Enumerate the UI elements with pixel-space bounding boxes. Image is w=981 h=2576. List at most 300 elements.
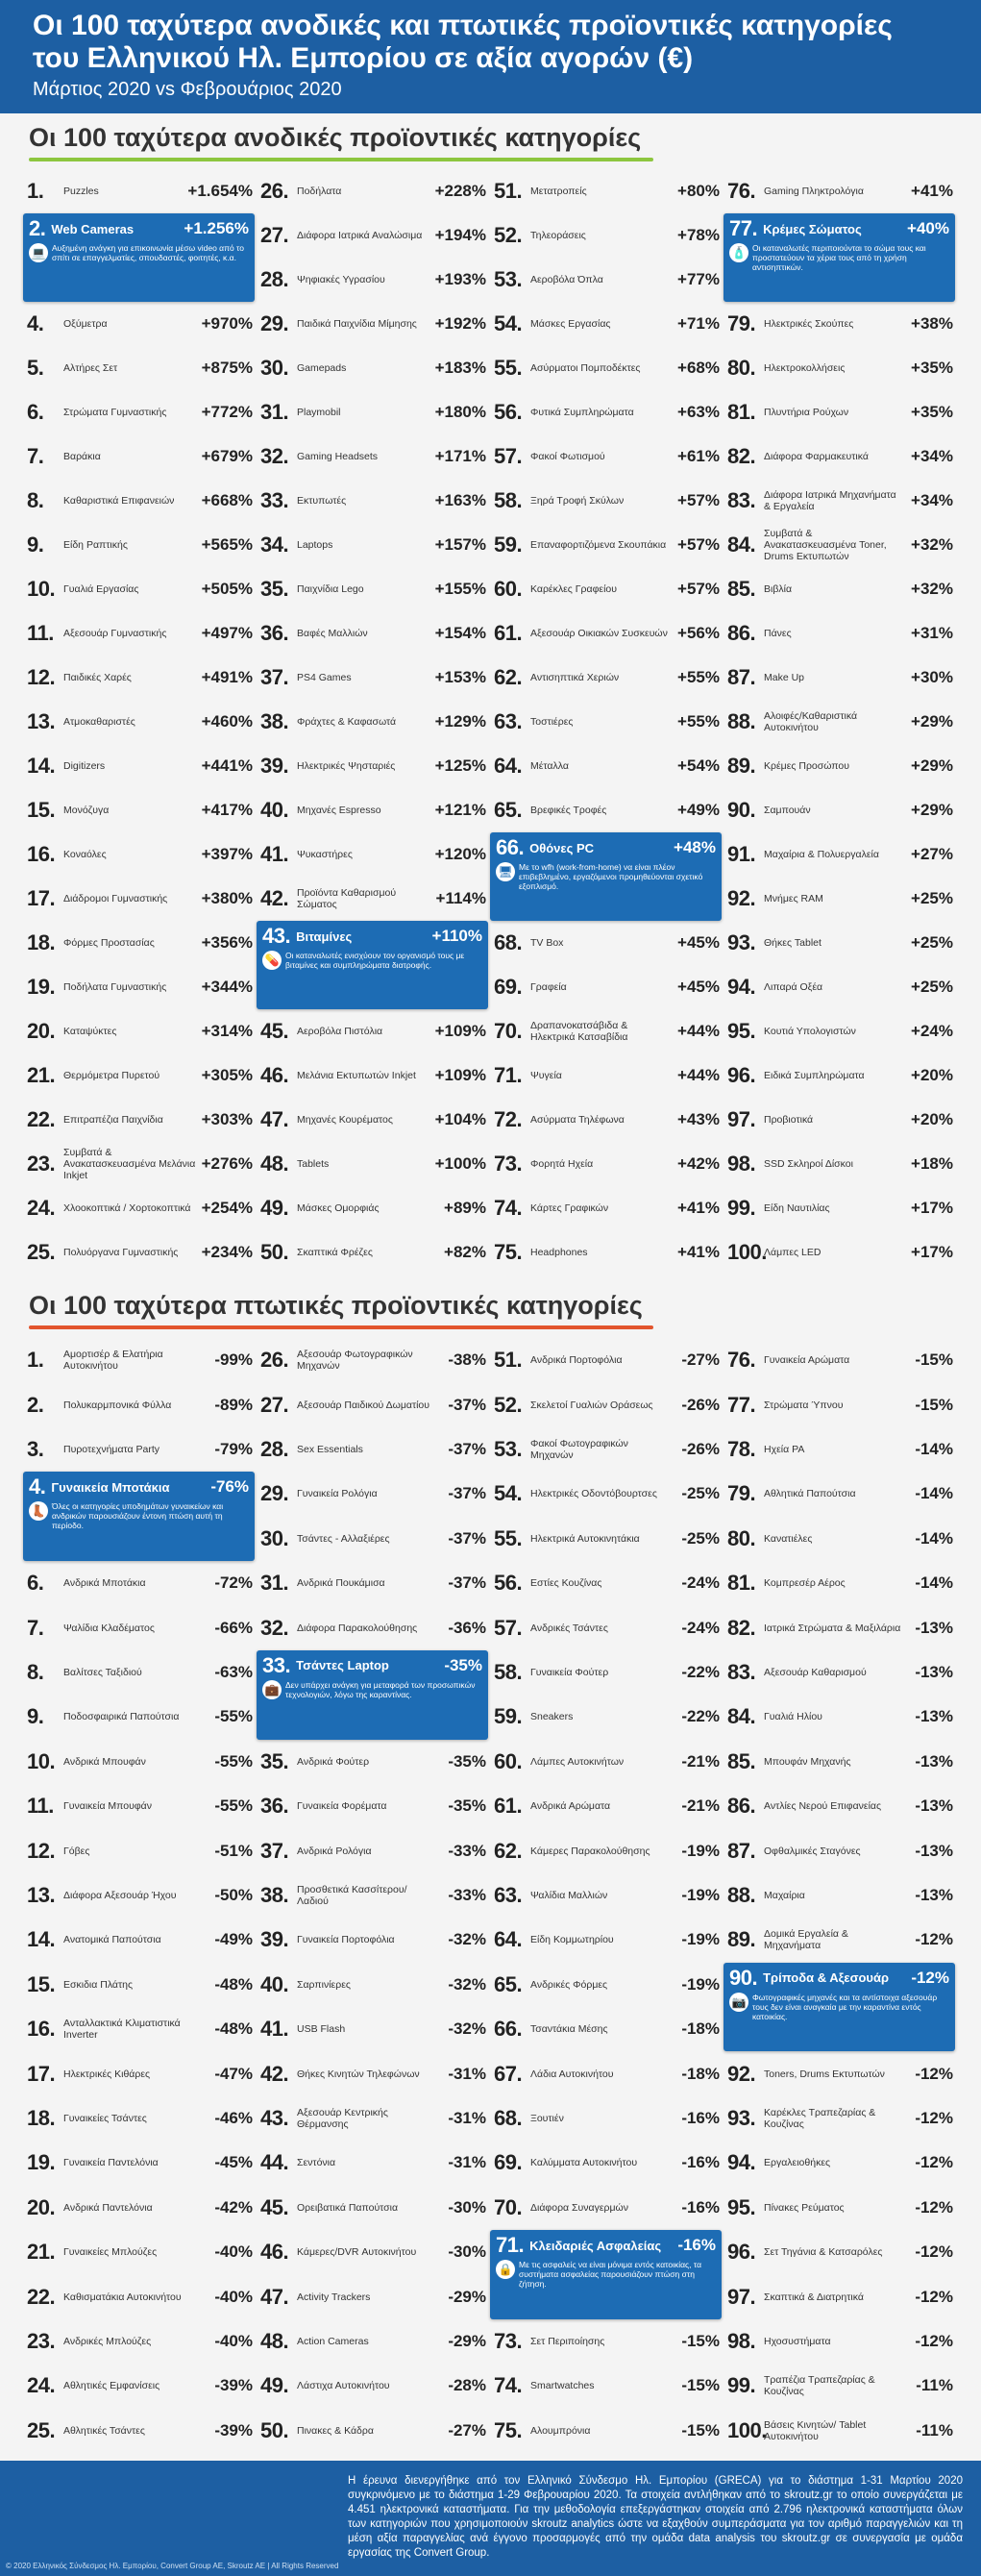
category-rank: 91. — [727, 842, 756, 866]
category-rank: 20. — [27, 2194, 56, 2219]
rising-category-item — [27, 1053, 260, 1098]
rising-title-underline — [29, 158, 653, 161]
category-change-value: -13% — [915, 1796, 953, 1816]
category-rank: 67. — [494, 2061, 523, 2086]
category-name: Μπουφάν Μηχανής — [764, 1755, 851, 1768]
category-change-value: -19% — [681, 1841, 720, 1860]
category-name: Ανδρικά Μποτάκια — [63, 1577, 146, 1590]
category-name: Τσάντες - Αλλαξιέρες — [297, 1532, 390, 1545]
category-rank: 8. — [27, 1659, 44, 1684]
category-rank: 37. — [260, 665, 289, 689]
category-rank: 33. — [260, 488, 289, 512]
category-name: Μηχανές Espresso — [297, 805, 381, 816]
category-rank: 6. — [27, 400, 44, 424]
category-rank: 12. — [27, 665, 56, 689]
falling-category-item — [494, 1828, 727, 1872]
category-change-value: -39% — [214, 2376, 253, 2395]
category-rank: 60. — [494, 577, 523, 601]
category-change-value: +24% — [911, 1022, 953, 1040]
category-name: Κάρτες Γραφικών — [530, 1202, 609, 1214]
rising-category-item — [494, 1098, 727, 1142]
category-change-value: -89% — [214, 1395, 253, 1414]
category-rank: 75. — [494, 2417, 523, 2442]
falling-category-item — [27, 1338, 260, 1382]
category-change-value: +29% — [911, 712, 953, 731]
category-rank: 11. — [27, 621, 54, 645]
category-change-value: +40% — [907, 219, 949, 237]
category-rank: 27. — [260, 223, 289, 247]
category-name: Εκτυπωτές — [297, 495, 347, 507]
category-change-value: +157% — [434, 535, 486, 554]
rising-category-item — [260, 302, 494, 346]
category-change-value: -13% — [915, 1662, 953, 1681]
category-change-value: +61% — [677, 447, 720, 465]
category-icon: 💼 — [262, 1680, 282, 1699]
falling-category-item — [260, 2186, 494, 2230]
category-name: PS4 Games — [297, 672, 352, 683]
category-name: Τρίποδα & Αξεσουάρ — [763, 1970, 890, 1986]
rising-category-item — [727, 700, 961, 744]
category-change-value: +27% — [911, 845, 953, 863]
category-name: Λάστιχα Αυτοκινήτου — [297, 2380, 390, 2392]
highlight-header — [496, 2233, 716, 2258]
rising-category-item — [494, 567, 727, 611]
category-rank: 60. — [494, 1748, 523, 1773]
category-change-value: -50% — [214, 1885, 253, 1904]
category-change-value: +129% — [434, 712, 486, 731]
category-change-value: -37% — [448, 1439, 486, 1458]
category-rank: 50. — [260, 1240, 289, 1264]
category-name: Φακοί Φωτισμού — [530, 451, 605, 462]
category-change-value: +55% — [677, 668, 720, 686]
category-rank: 15. — [27, 1971, 56, 1996]
category-change-value: +356% — [201, 933, 253, 952]
category-rank: 80. — [727, 356, 756, 380]
category-name: Εστίες Κουζίνας — [530, 1577, 602, 1590]
category-name: Γυναικεία Ρολόγια — [297, 1488, 378, 1500]
rising-category-item — [27, 1098, 260, 1142]
rising-category-item — [727, 965, 961, 1009]
rising-category-item — [727, 1098, 961, 1142]
category-rank: 49. — [260, 2373, 289, 2398]
category-name: Σκαπτικά & Διατρητικά — [764, 2291, 864, 2303]
highlight-header — [729, 1966, 949, 1991]
category-rank: 63. — [494, 709, 523, 733]
category-name: Αεροβόλα Όπλα — [530, 274, 603, 285]
category-change-value: -63% — [214, 1662, 253, 1681]
category-rank: 33. — [262, 1652, 291, 1677]
category-change-value: -48% — [214, 2019, 253, 2039]
rising-category-item — [27, 611, 260, 656]
rising-category-item — [494, 1186, 727, 1230]
falling-category-item — [260, 1828, 494, 1872]
category-name: Gamepads — [297, 362, 347, 374]
category-change-value: +417% — [201, 801, 253, 819]
category-change-value: -76% — [210, 1477, 249, 1497]
highlight-header — [262, 924, 482, 949]
category-change-value: -25% — [681, 1484, 720, 1503]
rising-category-item — [27, 1142, 260, 1186]
category-change-value: +48% — [674, 838, 716, 856]
header-banner — [0, 0, 981, 113]
category-name: Γυαλιά Ηλίου — [764, 1711, 822, 1723]
category-name: Αντισηπτικά Χεριών — [530, 672, 620, 683]
category-rank: 68. — [494, 2105, 523, 2130]
category-change-value: -30% — [448, 2242, 486, 2262]
category-rank: 38. — [260, 1882, 289, 1907]
rising-category-item — [260, 877, 494, 921]
category-name: Sex Essentials — [297, 1443, 363, 1455]
highlight-description — [262, 951, 482, 970]
category-name: Καρέκλες Γραφείου — [530, 583, 617, 595]
falling-category-item — [494, 2007, 727, 2051]
falling-category-item — [27, 2230, 260, 2274]
rising-category-item — [494, 965, 727, 1009]
falling-category-item — [260, 1427, 494, 1472]
category-name: Γυναικεία Φορέματα — [297, 1800, 387, 1813]
category-change-value: -30% — [448, 2197, 486, 2217]
category-rank: 72. — [494, 1107, 523, 1131]
category-change-value: +32% — [911, 580, 953, 598]
rising-category-item — [260, 567, 494, 611]
category-name: Βαλίτσες Ταξιδιού — [63, 1666, 142, 1678]
highlight-header — [29, 216, 249, 241]
category-name: Ανδρικά Παντελόνια — [63, 2201, 153, 2214]
category-change-value: +1.256% — [184, 219, 249, 237]
highlight-description — [29, 1501, 249, 1530]
falling-category-item — [27, 1963, 260, 2007]
category-change-value: +344% — [201, 978, 253, 996]
category-change-value: -36% — [448, 1618, 486, 1637]
rising-category-item — [260, 832, 494, 877]
category-change-value: -12% — [915, 2331, 953, 2350]
category-rank: 56. — [494, 400, 523, 424]
category-name: Κρέμες Προσώπου — [764, 760, 849, 772]
category-change-value: +31% — [911, 624, 953, 642]
category-change-value: -37% — [448, 1484, 486, 1503]
category-name: Συμβατά & Ανακατασκευασμένα Toner, Drums Εκτυπωτών — [764, 528, 887, 562]
rising-category-item — [494, 611, 727, 656]
falling-category-item — [723, 1963, 955, 2052]
category-rank: 81. — [727, 1571, 756, 1596]
rising-category-item — [27, 1009, 260, 1053]
category-change-value: -29% — [448, 2331, 486, 2350]
category-name: Μηχανές Κουρέματος — [297, 1114, 393, 1126]
falling-category-item — [494, 1427, 727, 1472]
category-rank: 18. — [27, 930, 56, 954]
footer-methodology-text: Η έρευνα διενεργήθηκε από τον Ελληνικό Σύνδεσμο Ηλ. Εμπορίου (GRECA) για το διάστημα 1-31 Μαρτίου 2020 συγκρινόμενο με το διάστημα 1-29 Φεβρουαρίου 2020. Τα στοιχεία αντλήθηκαν από το skroutz.gr το οποίο συνεργάζεται με 4.451 ηλεκτρονικά καταστήματα. Για την μεθοδολογία επεξεργάστηκαν στοιχεία από 2.796 ηλεκτρονικά καταστήματα όλων των κατηγοριών που χρησιμοποιούν skroutz analytics ώστε να εξαχθούν συμπεράσματα για τον αριθμό παραγγελιών και τη μέση αξία παραγγελίας ανά έγγονο προσαρμογές από την ομάδα data analysis του skroutz.gr σε συνεργασία με ομάδα εργασίας της Convert Group. — [348, 2475, 963, 2559]
category-rank: 27. — [260, 1392, 289, 1417]
rising-category-item — [260, 1098, 494, 1142]
category-change-value: +154% — [434, 624, 486, 642]
falling-category-item — [27, 2274, 260, 2318]
category-change-value: +35% — [911, 359, 953, 377]
rising-category-item — [27, 1186, 260, 1230]
category-rank: 3. — [27, 1436, 44, 1461]
falling-category-item — [494, 1561, 727, 1605]
rising-category-item — [27, 169, 260, 213]
category-change-value: -38% — [448, 1350, 486, 1370]
rising-category-item — [260, 213, 494, 258]
category-change-value: -27% — [448, 2420, 486, 2440]
category-rank: 28. — [260, 267, 289, 291]
falling-category-item — [727, 1650, 961, 1695]
falling-category-item — [260, 1338, 494, 1382]
falling-category-item — [727, 2051, 961, 2095]
category-name: Ψηφιακές Υγρασίου — [297, 274, 385, 285]
category-change-value: -32% — [448, 1930, 486, 1949]
falling-category-item — [27, 1828, 260, 1872]
category-change-value: +77% — [677, 270, 720, 288]
category-name: Βαφές Μαλλιών — [297, 628, 368, 639]
rising-category-item — [494, 1230, 727, 1275]
category-change-value: +153% — [434, 668, 486, 686]
category-rank: 68. — [494, 930, 523, 954]
category-change-value: -14% — [915, 1573, 953, 1593]
category-rank: 71. — [496, 2233, 525, 2257]
category-rank: 42. — [260, 886, 289, 910]
category-rank: 74. — [494, 2373, 523, 2398]
category-rank: 22. — [27, 2284, 56, 2309]
category-change-value: -19% — [681, 1885, 720, 1904]
category-change-value: -55% — [214, 1707, 253, 1726]
category-change-value: -40% — [214, 2331, 253, 2350]
category-change-value: +63% — [677, 403, 720, 421]
category-rank: 94. — [727, 2150, 756, 2175]
category-icon: 👢 — [29, 1501, 48, 1521]
category-rank: 14. — [27, 1927, 56, 1952]
category-rank: 96. — [727, 2240, 756, 2265]
category-name: Ανδρικά Πορτοφόλια — [530, 1354, 623, 1367]
category-name: Puzzles — [63, 186, 99, 197]
category-name: Θερμόμετρα Πυρετού — [63, 1070, 160, 1081]
category-rank: 29. — [260, 311, 289, 335]
category-name: Κρέμες Σώματος — [763, 221, 862, 236]
falling-category-item — [260, 2319, 494, 2364]
category-name: Μαχαίρια — [764, 1889, 805, 1901]
category-name: Ανδρικά Ρολόγια — [297, 1845, 372, 1857]
category-change-value: +20% — [911, 1110, 953, 1128]
falling-category-item — [27, 2007, 260, 2051]
category-name: Διάφορα Αξεσουάρ Ήχου — [63, 1889, 177, 1901]
falling-category-item — [494, 2364, 727, 2408]
rising-category-item — [494, 390, 727, 434]
category-name: Γυναικείες Μπλούζες — [63, 2246, 158, 2259]
category-name: Συμβατά & Ανακατασκευασμένα Μελάνια Inkjet — [63, 1147, 196, 1181]
category-name: Τοστιέρες — [530, 716, 574, 728]
category-change-value: -12% — [915, 2287, 953, 2306]
highlight-note: Όλες οι κατηγορίες υποδημάτων γυναικείων και ανδρικών παρουσιάζουν έντονη πτώση αυτή τη περίοδο. — [52, 1501, 224, 1531]
falling-category-item — [494, 1918, 727, 1962]
category-change-value: -13% — [915, 1751, 953, 1771]
category-name: SSD Σκληροί Δίσκοι — [764, 1158, 853, 1170]
falling-category-item — [494, 1740, 727, 1784]
category-change-value: -27% — [681, 1350, 720, 1370]
category-rank: 76. — [727, 1348, 756, 1373]
category-change-value: +397% — [201, 845, 253, 863]
category-rank: 58. — [494, 1659, 523, 1684]
category-rank: 30. — [260, 356, 289, 380]
category-name: Make Up — [764, 672, 805, 683]
category-rank: 44. — [260, 2150, 289, 2175]
falling-category-item — [27, 1427, 260, 1472]
category-name: Δραπανοκατσάβιδα & Ηλεκτρικά Κατσαβίδια — [530, 1020, 628, 1043]
falling-category-item — [260, 2096, 494, 2141]
category-change-value: -15% — [915, 1350, 953, 1370]
category-rank: 2. — [27, 1392, 44, 1417]
rising-category-item — [260, 390, 494, 434]
falling-category-item — [27, 2096, 260, 2141]
category-rank: 11. — [27, 1794, 54, 1819]
category-rank: 43. — [260, 2105, 289, 2130]
category-rank: 23. — [27, 1152, 56, 1176]
falling-category-item — [260, 1963, 494, 2007]
rising-category-item — [27, 479, 260, 523]
category-rank: 35. — [260, 577, 289, 601]
category-rank: 19. — [27, 2150, 56, 2175]
category-rank: 34. — [260, 533, 289, 557]
falling-category-item — [727, 1828, 961, 1872]
category-rank: 45. — [260, 1019, 289, 1043]
falling-category-item — [494, 2051, 727, 2095]
rising-category-item — [727, 1230, 961, 1275]
category-name: Προϊόντα Καθαρισμού Σώματος — [297, 887, 397, 910]
category-change-value: -31% — [448, 2064, 486, 2083]
category-rank: 13. — [27, 709, 56, 733]
falling-category-item — [727, 2274, 961, 2318]
category-rank: 16. — [27, 2017, 56, 2042]
category-rank: 95. — [727, 1019, 756, 1043]
rising-category-item — [260, 744, 494, 788]
category-rank: 8. — [27, 488, 44, 512]
category-change-value: +18% — [911, 1154, 953, 1173]
category-rank: 66. — [494, 2017, 523, 2042]
category-name: Γυναικεία Παντελόνια — [63, 2157, 159, 2169]
category-name: Λάμπες Αυτοκινήτων — [530, 1755, 625, 1768]
highlight-header — [29, 1474, 249, 1499]
category-rank: 93. — [727, 2105, 756, 2130]
category-change-value: +193% — [434, 270, 486, 288]
category-name: Βιταμίνες — [296, 929, 353, 944]
category-change-value: +78% — [677, 226, 720, 244]
category-rank: 43. — [262, 924, 291, 948]
rising-category-item — [494, 744, 727, 788]
category-name: Κλειδαριές Ασφαλείας — [529, 2238, 662, 2253]
category-name: Μνήμες RAM — [764, 893, 823, 904]
category-rank: 24. — [27, 2373, 56, 2398]
category-name: Ορειβατικά Παπούτσια — [297, 2201, 399, 2214]
category-rank: 38. — [260, 709, 289, 733]
category-rank: 59. — [494, 1704, 523, 1729]
rising-category-item — [727, 169, 961, 213]
category-rank: 26. — [260, 1348, 289, 1373]
category-rank: 82. — [727, 444, 756, 468]
rising-category-item — [260, 700, 494, 744]
category-rank: 63. — [494, 1882, 523, 1907]
falling-category-item — [260, 1873, 494, 1918]
category-change-value: +1.654% — [187, 182, 253, 200]
category-rank: 100. — [727, 2417, 767, 2442]
category-rank: 85. — [727, 577, 756, 601]
category-rank: 41. — [260, 842, 289, 866]
category-name: Μάσκες Εργασίας — [530, 318, 611, 330]
category-name: Εργαλειοθήκες — [764, 2157, 831, 2169]
category-icon: 🧴 — [729, 243, 748, 262]
falling-category-item — [260, 1561, 494, 1605]
category-change-value: +380% — [201, 889, 253, 907]
category-change-value: -12% — [911, 1968, 949, 1987]
category-icon: 🔒 — [496, 2260, 515, 2279]
category-change-value: -15% — [681, 2331, 720, 2350]
category-change-value: -26% — [681, 1395, 720, 1414]
category-rank: 40. — [260, 798, 289, 822]
rising-category-item — [494, 302, 727, 346]
category-name: Χλοοκοπτικά / Χορτοκοπτικά — [63, 1202, 191, 1214]
highlight-description — [729, 243, 949, 272]
category-change-value: -21% — [681, 1796, 720, 1816]
category-change-value: +34% — [911, 491, 953, 509]
category-name: Αθλητικές Εμφανίσεις — [63, 2380, 160, 2392]
category-rank: 78. — [727, 1436, 756, 1461]
category-rank: 36. — [260, 621, 289, 645]
category-name: Ηλεκτρικά Αυτοκινητάκια — [530, 1532, 640, 1545]
category-rank: 12. — [27, 1838, 56, 1863]
category-name: Αξεσουάρ Γυμναστικής — [63, 628, 167, 639]
category-rank: 88. — [727, 709, 756, 733]
category-rank: 95. — [727, 2194, 756, 2219]
falling-category-item — [27, 1561, 260, 1605]
category-name: Διάδρομοι Γυμναστικής — [63, 893, 168, 904]
falling-category-item — [490, 2230, 722, 2319]
falling-category-item — [494, 1784, 727, 1828]
category-name: Οθόνες PC — [529, 840, 595, 855]
category-name: Sneakers — [530, 1711, 574, 1723]
category-rank: 88. — [727, 1882, 756, 1907]
category-name: Κομπρεσέρ Αέρος — [764, 1577, 846, 1590]
category-name: Μετατροπείς — [530, 186, 587, 197]
category-rank: 70. — [494, 2194, 523, 2219]
category-change-value: -49% — [214, 1930, 253, 1949]
category-icon: 💻 — [29, 243, 48, 262]
category-name: Πινακες & Κάδρα — [297, 2424, 374, 2437]
category-name: Ηλεκτροκολλήσεις — [764, 362, 846, 374]
category-change-value: +491% — [201, 668, 253, 686]
category-change-value: -25% — [681, 1528, 720, 1548]
falling-category-item — [494, 2186, 727, 2230]
falling-category-item — [27, 2186, 260, 2230]
category-name: Ψαλίδια Κλαδέματος — [63, 1622, 155, 1634]
falling-category-item — [260, 1382, 494, 1426]
category-name: Ατμοκαθαριστές — [63, 716, 135, 728]
category-change-value: -45% — [214, 2153, 253, 2172]
falling-category-item — [260, 1740, 494, 1784]
falling-category-item — [260, 1784, 494, 1828]
category-rank: 20. — [27, 1019, 56, 1043]
category-change-value: -18% — [681, 2019, 720, 2039]
category-rank: 46. — [260, 1063, 289, 1087]
category-change-value: +57% — [677, 491, 720, 509]
category-rank: 92. — [727, 2061, 756, 2086]
falling-category-item — [727, 2186, 961, 2230]
category-name: Σκαπτικά Φρέζες — [297, 1247, 373, 1258]
category-rank: 57. — [494, 1615, 523, 1640]
category-name: Αλουμπρόνια — [530, 2424, 591, 2437]
category-rank: 87. — [727, 665, 756, 689]
category-rank: 71. — [494, 1063, 523, 1087]
rising-category-item — [27, 921, 260, 965]
category-rank: 75. — [494, 1240, 523, 1264]
category-rank: 86. — [727, 621, 756, 645]
